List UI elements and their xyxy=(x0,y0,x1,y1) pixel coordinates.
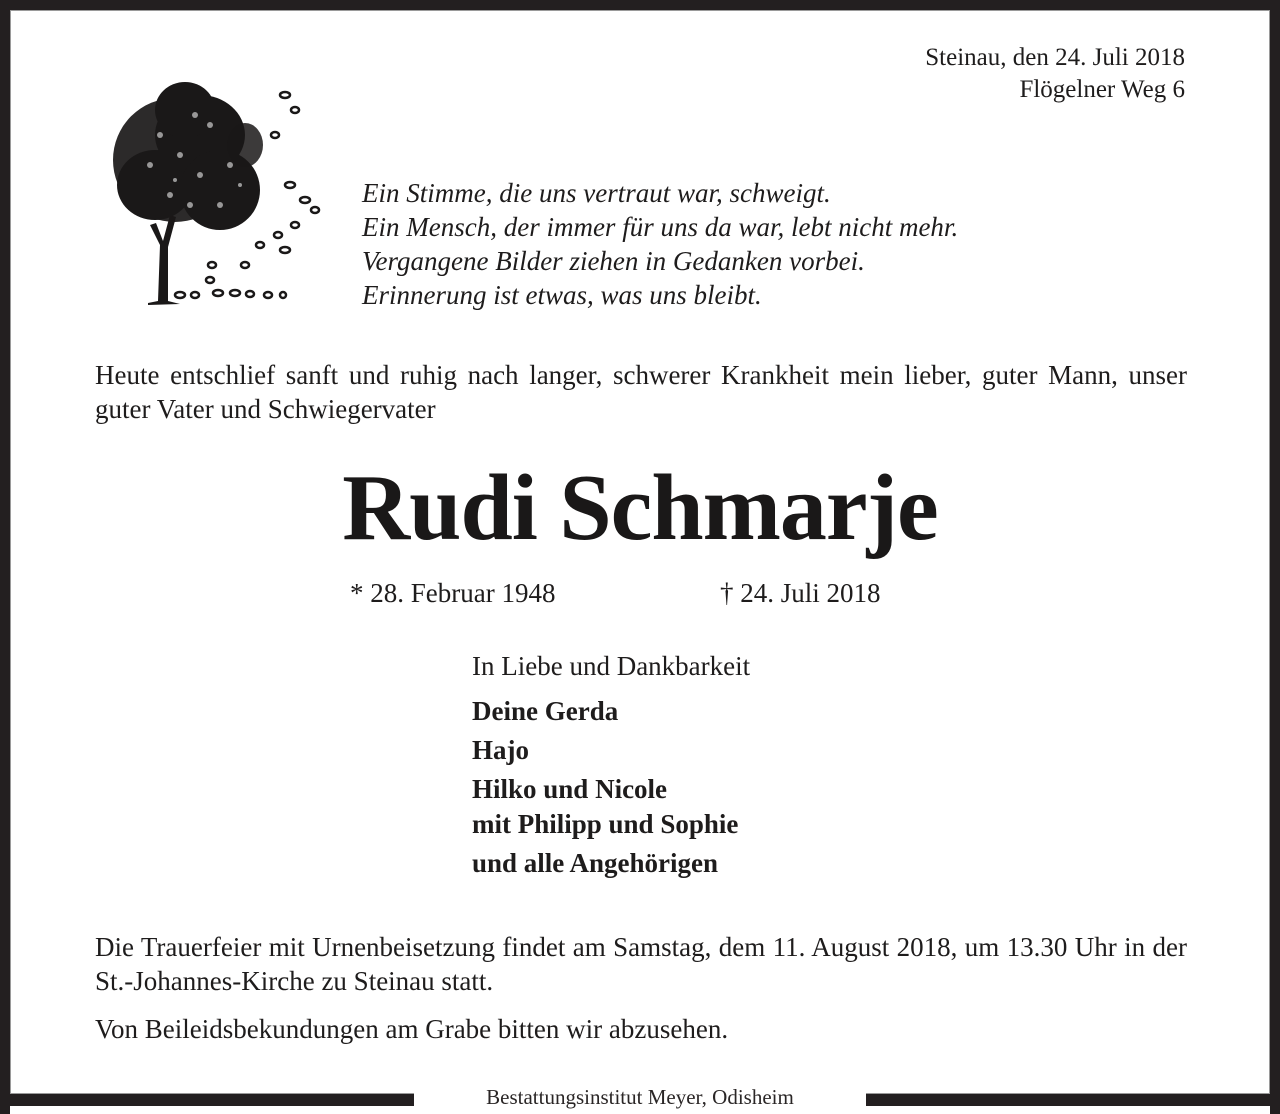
deceased-name: Rudi Schmarje xyxy=(342,456,938,560)
mourner-name: Hilko und Nicole xyxy=(472,774,668,804)
undertaker-label: Bestattungsinstitut Meyer, Odisheim xyxy=(414,1082,866,1112)
mourner-name: Hajo xyxy=(472,735,529,765)
mourner-name: mit Philipp und Sophie xyxy=(472,809,739,839)
poem-line: Ein Stimme, die uns vertraut war, schweigt. xyxy=(362,178,831,208)
poem xyxy=(362,176,958,312)
death-date: † 24. Juli 2018 xyxy=(720,578,881,608)
poem-line: Vergangene Bilder ziehen in Gedanken vorbei. xyxy=(362,246,865,276)
tree-icon xyxy=(100,65,340,310)
place-date-line: Steinau, den 24. Juli 2018 xyxy=(925,44,1185,71)
poem-line: Erinnerung ist etwas, was uns bleibt. xyxy=(362,280,762,310)
mourners-block xyxy=(472,648,750,881)
service-info: Die Trauerfeier mit Urnenbeisetzung findet am Samstag, dem 11. August 2018, um 13.30 Uhr in der St.-Johannes-Kirche zu Steinau statt. xyxy=(95,932,1187,996)
mourner-name: und alle Angehörigen xyxy=(472,848,719,878)
mourners-lead: In Liebe und Dankbarkeit xyxy=(472,651,751,681)
address-line: Flögelner Weg 6 xyxy=(1019,76,1185,103)
poem-line: Ein Mensch, der immer für uns da war, lebt nicht mehr. xyxy=(362,212,959,242)
mourner-name: Deine Gerda xyxy=(472,696,619,726)
frame-border-top xyxy=(0,0,1280,10)
condolence-note: Von Beileidsbekundungen am Grabe bitten wir abzusehen. xyxy=(95,1014,729,1044)
intro-text: Heute entschlief sanft und ruhig nach langer, schwerer Krankheit mein lieber, guter Mann, unser guter Vater und Schwiegervater xyxy=(95,360,1187,424)
header-place-date xyxy=(925,42,1185,106)
birth-date: * 28. Februar 1948 xyxy=(350,578,556,608)
